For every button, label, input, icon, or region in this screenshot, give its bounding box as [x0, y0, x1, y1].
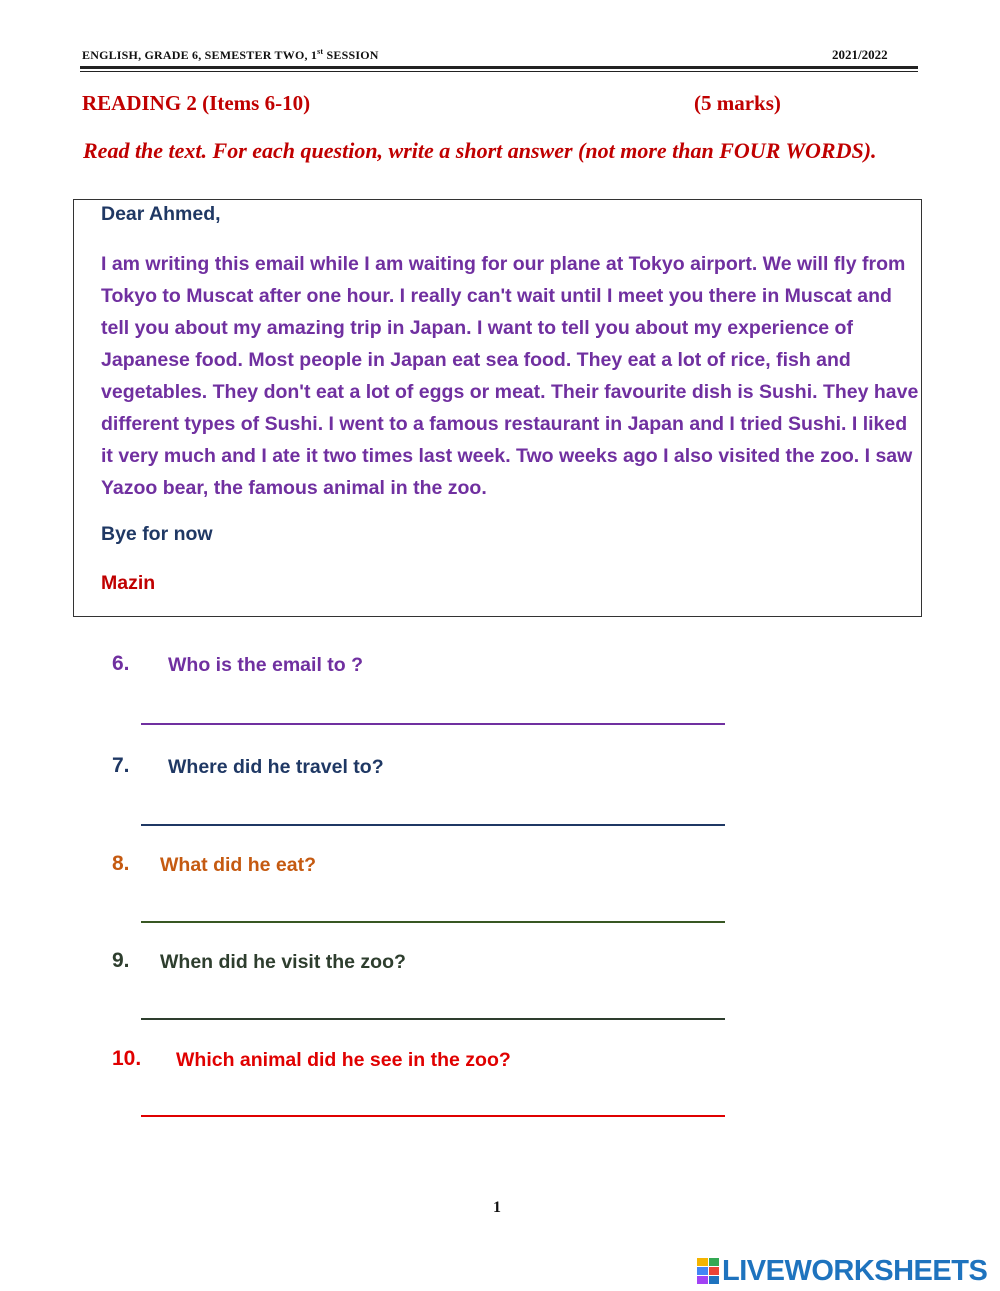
email-greeting: Dear Ahmed,	[101, 203, 221, 225]
section-marks: (5 marks)	[694, 91, 781, 115]
email-signature: Mazin	[101, 572, 156, 594]
question-8-answer-line[interactable]	[141, 921, 725, 923]
header-year: 2021/2022	[832, 47, 888, 62]
question-10-number: 10.	[112, 1047, 142, 1070]
liveworksheets-icon	[697, 1258, 719, 1284]
question-6-number: 6.	[112, 652, 130, 675]
page-number: 1	[493, 1199, 501, 1216]
header-divider-thin	[80, 71, 918, 72]
question-7-answer-line[interactable]	[141, 824, 725, 826]
liveworksheets-logo[interactable]	[697, 1254, 987, 1288]
question-6-answer-line[interactable]	[141, 723, 725, 725]
section-title: READING 2 (Items 6-10)	[82, 91, 311, 115]
instructions: Read the text. For each question, write a short answer (not more than FOUR WORDS).	[83, 138, 877, 163]
question-6-text: Who is the email to ?	[168, 654, 364, 676]
question-8-text: What did he eat?	[160, 854, 316, 876]
question-9-answer-line[interactable]	[141, 1018, 725, 1020]
header-divider	[80, 66, 918, 69]
question-9-text: When did he visit the zoo?	[160, 951, 406, 973]
header-subject: ENGLISH, GRADE 6, SEMESTER TWO, 1st SESSION	[82, 47, 379, 62]
question-10-answer-line[interactable]	[141, 1115, 725, 1117]
question-7-text: Where did he travel to?	[168, 756, 384, 778]
question-10-text: Which animal did he see in the zoo?	[176, 1049, 511, 1071]
logo-text: LIVEWORKSHEETS	[722, 1254, 988, 1287]
question-9-number: 9.	[112, 949, 130, 972]
question-8-number: 8.	[112, 852, 130, 875]
email-closing: Bye for now	[101, 523, 213, 545]
email-body: I am writing this email while I am waiting for our plane at Tokyo airport. We will fly from Tokyo to Muscat after one hour. I really can't wait until I meet you there in Muscat and tell you about my amazing trip in Japan. I want to tell you about my experience of Japanese food. Most people in Japan eat sea food. They eat a lot of rice, fish and vegetables. They don't eat a lot of eggs or meat. Their favourite dish is Sushi. They have different types of Sushi. I went to a famous restaurant in Japan and I tried Sushi. I liked it very much and I ate it two times last week. Two weeks ago I also visited the zoo. I saw Yazoo bear, the famous animal in the zoo.	[101, 253, 919, 499]
question-7-number: 7.	[112, 754, 130, 777]
